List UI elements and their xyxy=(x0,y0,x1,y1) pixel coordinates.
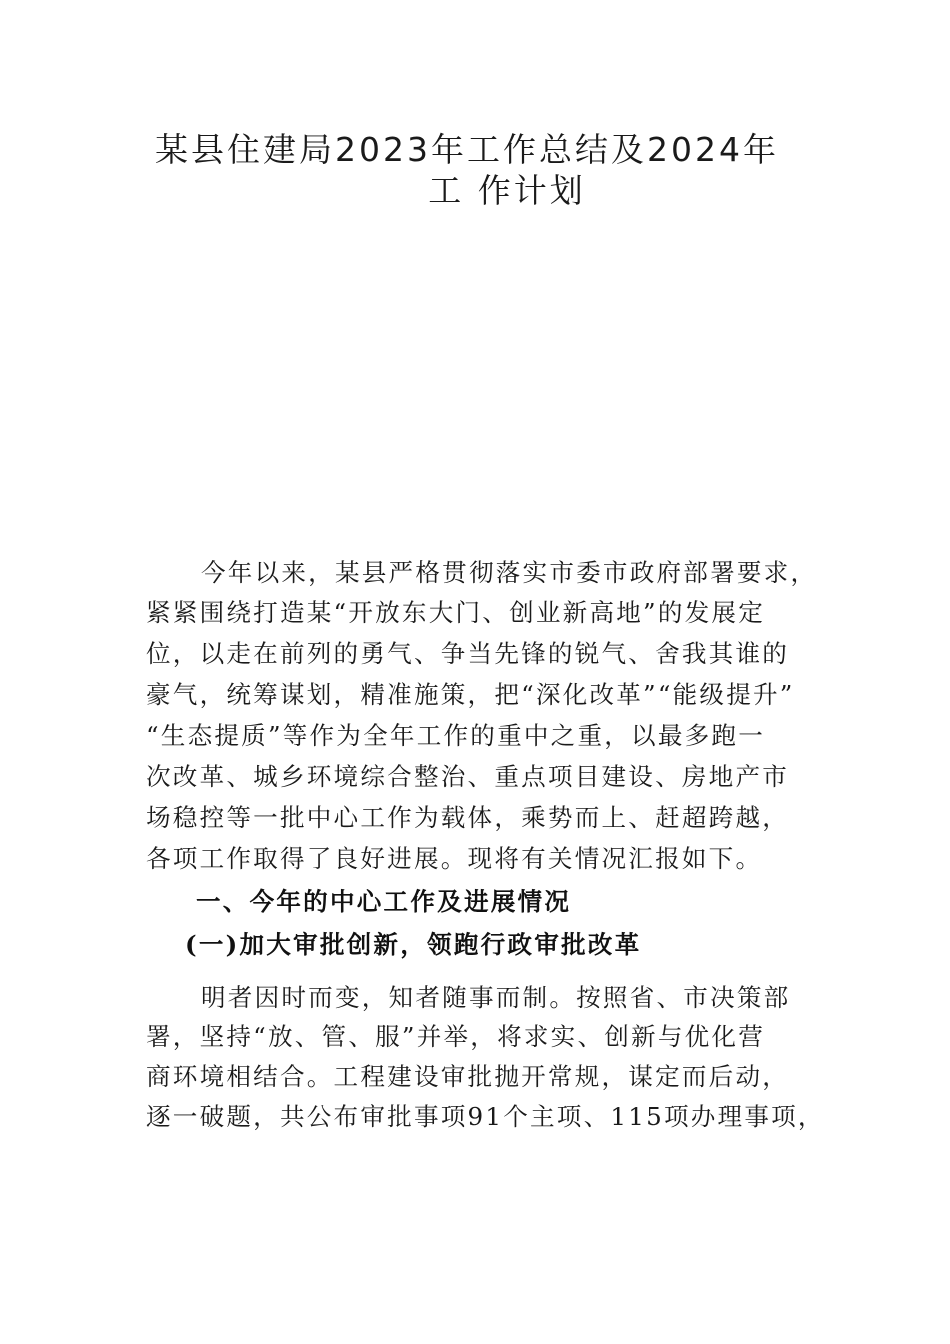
intro-line-3: 位，以走在前列的勇气、争当先锋的锐气、舍我其谁的 xyxy=(146,639,790,668)
body-line-4: 逐一破题，共公布审批事项91个主项、115项办理事项， xyxy=(146,1102,825,1131)
subsection-heading: (一)加大审批创新，领跑行政审批改革 xyxy=(185,930,642,959)
intro-line-1: 今年以来，某县严格贯彻落实市委市政府部署要求， xyxy=(201,558,818,587)
section-heading: 一、今年的中心工作及进展情况 xyxy=(196,887,572,916)
intro-line-6: 次改革、城乡环境综合整治、重点项目建设、房地产市 xyxy=(146,762,790,791)
intro-line-2: 紧紧围绕打造某“开放东大门、创业新高地”的发展定 xyxy=(146,598,766,627)
intro-line-7: 场稳控等一批中心工作为载体，乘势而上、赶超跨越， xyxy=(146,803,790,832)
intro-line-4: 豪气，统筹谋划，精准施策，把“深化改革”“能级提升” xyxy=(146,680,795,709)
intro-line-8: 各项工作取得了良好进展。现将有关情况汇报如下。 xyxy=(146,844,763,873)
document-title-line-2: 工 作计划 xyxy=(428,171,586,210)
body-line-1: 明者因时而变，知者随事而制。按照省、市决策部 xyxy=(201,983,791,1012)
intro-line-5: “生态提质”等作为全年工作的重中之重，以最多跑一 xyxy=(146,721,766,750)
document-title-line-1: 某县住建局2023年工作总结及2024年 xyxy=(155,130,779,169)
body-line-2: 署，坚持“放、管、服”并举，将求实、创新与优化营 xyxy=(146,1022,766,1051)
body-line-3: 商环境相结合。工程建设审批抛开常规，谋定而后动， xyxy=(146,1062,790,1091)
